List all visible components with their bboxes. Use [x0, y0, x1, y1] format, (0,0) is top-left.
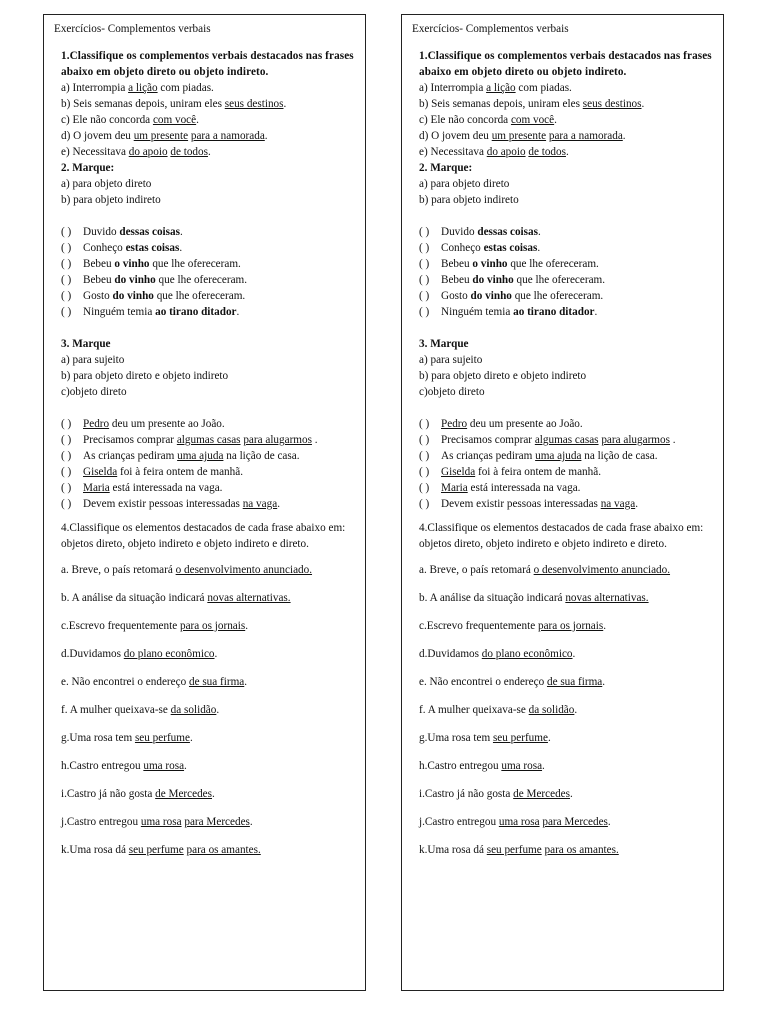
underlined-term: de sua firma — [546, 676, 603, 688]
highlighted-term: do vinho — [114, 274, 156, 286]
answer-blank[interactable]: ( ) — [419, 466, 430, 478]
question-2-heading: 2. Marque: — [61, 162, 115, 174]
checkbox-item: ( ) Maria está interessada na vaga. — [61, 482, 223, 494]
underlined-term: para alugarmos — [601, 434, 670, 446]
underlined-term: novas alternativas. — [207, 592, 291, 604]
underlined-term: da solidão — [528, 704, 575, 716]
option-item: b) para objeto direto e objeto indireto — [61, 370, 229, 382]
checkbox-item: ( ) Bebeu o vinho que lhe ofereceram. — [61, 258, 241, 270]
sentence-item: d.Duvidamos do plano econômico. — [61, 648, 218, 660]
sentence-item: g.Uma rosa tem seu perfume. — [61, 732, 193, 744]
underlined-term: para os amantes. — [544, 844, 619, 856]
answer-blank[interactable]: ( ) — [419, 434, 430, 446]
question-2-items — [53, 224, 356, 320]
underlined-term: de Mercedes — [155, 788, 212, 800]
answer-blank[interactable]: ( ) — [61, 226, 72, 238]
underlined-term: uma ajuda — [535, 450, 582, 462]
underlined-term: o desenvolvimento anunciado. — [533, 564, 671, 576]
underlined-term: na vaga — [600, 498, 636, 510]
underlined-term: seu perfume — [134, 732, 190, 744]
underlined-term: de Mercedes — [513, 788, 570, 800]
answer-blank[interactable]: ( ) — [61, 482, 72, 494]
underlined-term: uma rosa — [501, 760, 543, 772]
checkbox-item: ( ) Bebeu do vinho que lhe ofereceram. — [419, 274, 606, 286]
answer-blank[interactable]: ( ) — [419, 498, 430, 510]
sentence-item: i.Castro já não gosta de Mercedes. — [61, 788, 215, 800]
question-3-heading: 3. Marque — [419, 338, 469, 350]
sentence-item: b. A análise da situação indicará novas alternativas. — [61, 592, 291, 604]
question-3-items — [411, 416, 714, 512]
checkbox-item: ( ) Devem existir pessoas interessadas na vaga. — [419, 498, 638, 510]
checkbox-item: ( ) Pedro deu um presente ao João. — [61, 418, 225, 430]
underlined-term: do apoio — [486, 146, 526, 158]
checkbox-item: ( ) Precisamos comprar algumas casas para alugarmos . — [61, 434, 318, 446]
underlined-term: uma rosa — [140, 816, 182, 828]
answer-blank[interactable]: ( ) — [61, 274, 72, 286]
answer-blank[interactable]: ( ) — [419, 306, 430, 318]
sentence-item: k.Uma rosa dá seu perfume para os amantes. — [61, 844, 261, 856]
underlined-term: um presente — [133, 130, 189, 142]
option-item: b) para objeto indireto — [419, 194, 519, 206]
checkbox-item: ( ) Pedro deu um presente ao João. — [419, 418, 583, 430]
sentence-item: b) Seis semanas depois, uniram eles seus destinos. — [61, 98, 287, 110]
checkbox-item: ( ) Ninguém temia ao tirano ditador. — [419, 306, 598, 318]
answer-blank[interactable]: ( ) — [419, 290, 430, 302]
sentence-item: a) Interrompia a lição com piadas. — [419, 82, 572, 94]
option-item: c)objeto direto — [61, 386, 127, 398]
sentence-item: h.Castro entregou uma rosa. — [61, 760, 187, 772]
checkbox-item: ( ) Precisamos comprar algumas casas para alugarmos . — [419, 434, 676, 446]
checkbox-item: ( ) Duvido dessas coisas. — [419, 226, 541, 238]
question-3-items — [53, 416, 356, 512]
answer-blank[interactable]: ( ) — [419, 258, 430, 270]
answer-blank[interactable]: ( ) — [61, 242, 72, 254]
question-1-heading: 1.Classifique os complementos verbais destacados nas frases abaixo em objeto direto ou objeto indireto. — [61, 50, 354, 78]
worksheet-left — [43, 14, 366, 991]
checkbox-item: ( ) Conheço estas coisas. — [419, 242, 541, 254]
answer-blank[interactable]: ( ) — [61, 434, 72, 446]
underlined-term: do apoio — [128, 146, 168, 158]
checkbox-item: ( ) Duvido dessas coisas. — [61, 226, 183, 238]
sentence-item: d.Duvidamos do plano econômico. — [419, 648, 576, 660]
sentence-item: d) O jovem deu um presente para a namorada. — [419, 130, 626, 142]
question-4-heading: 4.Classifique os elementos destacados de cada frase abaixo em: objetos direto, objeto indireto e objeto indireto e direto. — [61, 522, 346, 550]
sentence-item: b) Seis semanas depois, uniram eles seus destinos. — [419, 98, 645, 110]
underlined-term: seus destinos — [582, 98, 642, 110]
sentence-item: i.Castro já não gosta de Mercedes. — [419, 788, 573, 800]
highlighted-term: estas coisas — [125, 242, 180, 254]
highlighted-term: do vinho — [470, 290, 512, 302]
checkbox-item: ( ) Ninguém temia ao tirano ditador. — [61, 306, 240, 318]
sentence-item: c) Ele não concorda com você. — [419, 114, 557, 126]
underlined-term: Maria — [83, 482, 110, 494]
underlined-term: do plano econômico — [481, 648, 573, 660]
underlined-term: para Mercedes — [542, 816, 608, 828]
sentence-item: c.Escrevo frequentemente para os jornais. — [419, 620, 607, 632]
underlined-term: do plano econômico — [123, 648, 215, 660]
sentence-item: f. A mulher queixava-se da solidão. — [61, 704, 220, 716]
underlined-term: para Mercedes — [184, 816, 250, 828]
underlined-term: na vaga — [242, 498, 278, 510]
underlined-term: uma ajuda — [177, 450, 224, 462]
sentence-item: a. Breve, o país retomará o desenvolvimento anunciado. — [419, 564, 671, 576]
underlined-term: algumas casas — [534, 434, 599, 446]
worksheet-title: Exercícios- Complementos verbais — [54, 23, 211, 35]
underlined-term: seu perfume — [492, 732, 548, 744]
option-item: b) para objeto direto e objeto indireto — [419, 370, 587, 382]
option-item: a) para sujeito — [419, 354, 483, 366]
question-3-heading: 3. Marque — [61, 338, 111, 350]
checkbox-item: ( ) Devem existir pessoas interessadas na vaga. — [61, 498, 280, 510]
sentence-item: e. Não encontrei o endereço de sua firma. — [419, 676, 606, 688]
checkbox-item: ( ) As crianças pediram uma ajuda na lição de casa. — [61, 450, 300, 462]
checkbox-item: ( ) Bebeu do vinho que lhe ofereceram. — [61, 274, 248, 286]
underlined-term: com você — [152, 114, 197, 126]
underlined-term: para a namorada — [548, 130, 623, 142]
sentence-item: k.Uma rosa dá seu perfume para os amantes. — [419, 844, 619, 856]
answer-blank[interactable]: ( ) — [419, 418, 430, 430]
underlined-term: da solidão — [170, 704, 217, 716]
sentence-item: j.Castro entregou uma rosa para Mercedes. — [419, 816, 611, 828]
sentence-item: d) O jovem deu um presente para a namorada. — [61, 130, 268, 142]
checkbox-item: ( ) Giselda foi à feira ontem de manhã. — [61, 466, 243, 478]
option-item: a) para sujeito — [61, 354, 125, 366]
underlined-term: para os jornais — [537, 620, 604, 632]
highlighted-term: dessas coisas — [477, 226, 538, 238]
question-4-items — [411, 562, 714, 858]
answer-blank[interactable]: ( ) — [419, 226, 430, 238]
option-item: b) para objeto indireto — [61, 194, 161, 206]
sentence-item: g.Uma rosa tem seu perfume. — [419, 732, 551, 744]
answer-blank[interactable]: ( ) — [61, 466, 72, 478]
answer-blank[interactable]: ( ) — [419, 274, 430, 286]
answer-blank[interactable]: ( ) — [419, 450, 430, 462]
underlined-term: Pedro — [441, 418, 468, 430]
underlined-term: novas alternativas. — [565, 592, 649, 604]
answer-blank[interactable]: ( ) — [61, 258, 72, 270]
sentence-item: e. Não encontrei o endereço de sua firma. — [61, 676, 248, 688]
checkbox-item: ( ) Maria está interessada na vaga. — [419, 482, 581, 494]
question-3-options — [411, 352, 714, 400]
underlined-term: a lição — [486, 82, 516, 94]
question-4-items — [53, 562, 356, 858]
sentence-item: c) Ele não concorda com você. — [61, 114, 199, 126]
underlined-term: algumas casas — [176, 434, 241, 446]
checkbox-item: ( ) Giselda foi à feira ontem de manhã. — [419, 466, 601, 478]
question-2-heading: 2. Marque: — [419, 162, 473, 174]
underlined-term: o desenvolvimento anunciado. — [175, 564, 313, 576]
question-2-options — [411, 176, 714, 208]
checkbox-item: ( ) Bebeu o vinho que lhe ofereceram. — [419, 258, 599, 270]
answer-blank[interactable]: ( ) — [61, 306, 72, 318]
sentence-item: e) Necessitava do apoio de todos. — [61, 146, 211, 158]
underlined-term: para os jornais — [179, 620, 246, 632]
worksheet-title: Exercícios- Complementos verbais — [412, 23, 569, 35]
checkbox-item: ( ) Gosto do vinho que lhe ofereceram. — [61, 290, 246, 302]
underlined-term: seu perfume — [128, 844, 184, 856]
sentence-item: e) Necessitava do apoio de todos. — [419, 146, 569, 158]
highlighted-term: do vinho — [472, 274, 514, 286]
underlined-term: uma rosa — [498, 816, 540, 828]
underlined-term: seu perfume — [486, 844, 542, 856]
underlined-term: para os amantes. — [186, 844, 261, 856]
answer-blank[interactable]: ( ) — [61, 418, 72, 430]
highlighted-term: do vinho — [112, 290, 154, 302]
option-item: a) para objeto direto — [61, 178, 152, 190]
question-1-items — [53, 80, 356, 160]
sentence-item: j.Castro entregou uma rosa para Mercedes. — [61, 816, 253, 828]
underlined-term: Giselda — [83, 466, 118, 478]
highlighted-term: ao tirano ditador — [155, 306, 237, 318]
answer-blank[interactable]: ( ) — [419, 482, 430, 494]
question-2-items — [411, 224, 714, 320]
sentence-item: a. Breve, o país retomará o desenvolvimento anunciado. — [61, 564, 313, 576]
sentence-item: b. A análise da situação indicará novas alternativas. — [419, 592, 649, 604]
checkbox-item: ( ) Conheço estas coisas. — [61, 242, 183, 254]
question-1-items — [411, 80, 714, 160]
highlighted-term: ao tirano ditador — [513, 306, 595, 318]
highlighted-term: dessas coisas — [119, 226, 180, 238]
underlined-term: de todos — [528, 146, 566, 158]
answer-blank[interactable]: ( ) — [61, 450, 72, 462]
underlined-term: para alugarmos — [243, 434, 312, 446]
highlighted-term: o vinho — [472, 258, 508, 270]
worksheet-right — [401, 14, 724, 991]
underlined-term: de sua firma — [188, 676, 245, 688]
underlined-term: a lição — [128, 82, 158, 94]
sentence-item: c.Escrevo frequentemente para os jornais. — [61, 620, 249, 632]
underlined-term: para a namorada — [190, 130, 265, 142]
underlined-term: Maria — [441, 482, 468, 494]
checkbox-item: ( ) As crianças pediram uma ajuda na lição de casa. — [419, 450, 658, 462]
sentence-item: a) Interrompia a lição com piadas. — [61, 82, 214, 94]
option-item: c)objeto direto — [419, 386, 485, 398]
underlined-term: Giselda — [441, 466, 476, 478]
answer-blank[interactable]: ( ) — [61, 290, 72, 302]
question-3-options — [53, 352, 356, 400]
checkbox-item: ( ) Gosto do vinho que lhe ofereceram. — [419, 290, 604, 302]
sentence-item: f. A mulher queixava-se da solidão. — [419, 704, 578, 716]
question-2-options — [53, 176, 356, 208]
underlined-term: um presente — [491, 130, 547, 142]
underlined-term: Pedro — [83, 418, 110, 430]
option-item: a) para objeto direto — [419, 178, 510, 190]
underlined-term: de todos — [170, 146, 208, 158]
underlined-term: seus destinos — [224, 98, 284, 110]
answer-blank[interactable]: ( ) — [61, 498, 72, 510]
question-4-heading: 4.Classifique os elementos destacados de cada frase abaixo em: objetos direto, objeto indireto e objeto indireto e direto. — [419, 522, 704, 550]
underlined-term: com você — [510, 114, 555, 126]
highlighted-term: o vinho — [114, 258, 150, 270]
underlined-term: uma rosa — [143, 760, 185, 772]
highlighted-term: estas coisas — [483, 242, 538, 254]
question-1-heading: 1.Classifique os complementos verbais destacados nas frases abaixo em objeto direto ou objeto indireto. — [419, 50, 712, 78]
answer-blank[interactable]: ( ) — [419, 242, 430, 254]
sentence-item: h.Castro entregou uma rosa. — [419, 760, 545, 772]
